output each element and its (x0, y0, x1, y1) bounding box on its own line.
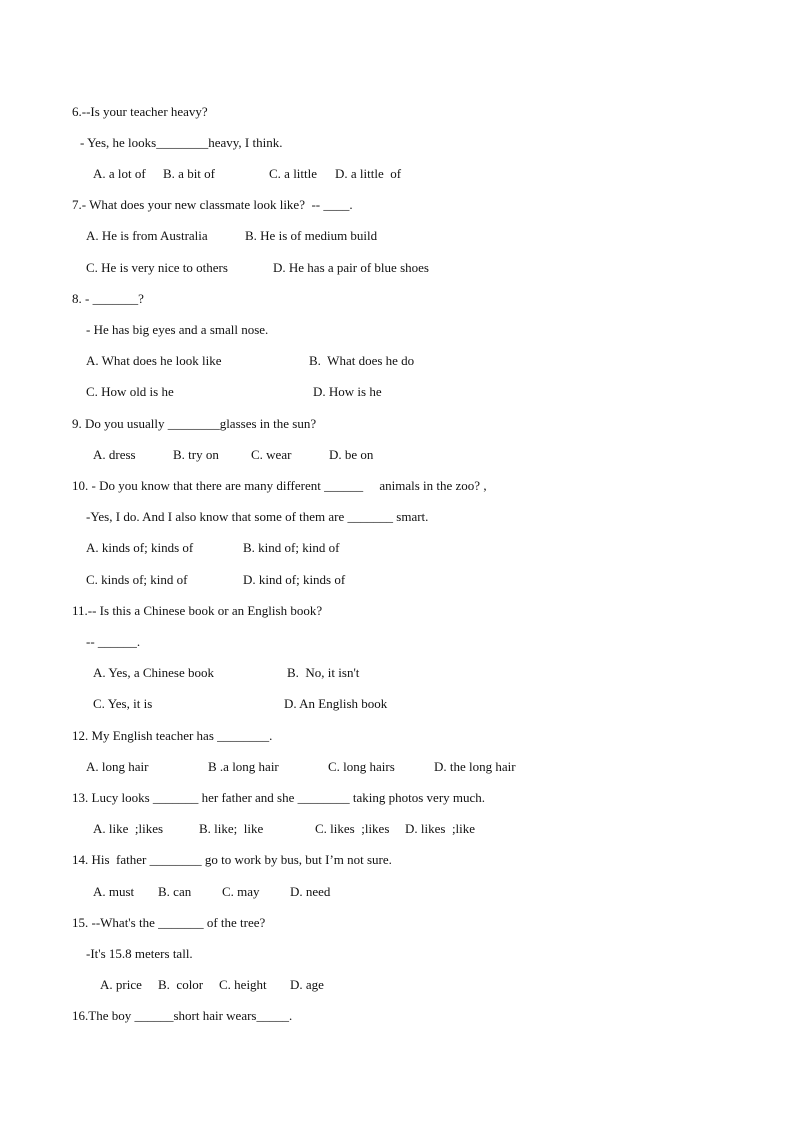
question-13-option-d: D. likes ;like (405, 821, 476, 836)
question-13-option-a: A. like ;likes (93, 821, 164, 836)
question-7-option-a: A. He is from Australia (86, 228, 208, 243)
question-11-stem: 11.-- Is this a Chinese book or an English book? (72, 603, 323, 618)
question-9-option-a: A. dress (93, 447, 136, 462)
question-10-line-1: -Yes, I do. And I also know that some of them are _______ smart. (86, 509, 429, 524)
question-6-stem: 6.--Is your teacher heavy? (72, 104, 208, 119)
question-11-line-1: -- ______. (86, 634, 141, 649)
question-8-option-d: D. How is he (313, 384, 382, 399)
question-8-line-1: - He has big eyes and a small nose. (86, 322, 269, 337)
question-10-option-a: A. kinds of; kinds of (86, 540, 194, 555)
question-12-option-c: C. long hairs (328, 759, 395, 774)
question-16-stem: 16.The boy ______short hair wears_____. (72, 1008, 293, 1023)
question-12-stem: 12. My English teacher has ________. (72, 728, 273, 743)
question-9-option-d: D. be on (329, 447, 374, 462)
question-11-option-b: B. No, it isn't (287, 665, 360, 680)
question-10-option-d: D. kind of; kinds of (243, 572, 346, 587)
question-12-option-d: D. the long hair (434, 759, 516, 774)
question-9-stem: 9. Do you usually ________glasses in the sun? (72, 416, 317, 431)
question-14-option-b: B. can (158, 884, 192, 899)
question-6-option-d: D. a little of (335, 166, 402, 181)
question-8-option-b: B. What does he do (309, 353, 415, 368)
question-6-line-1: - Yes, he looks________heavy, I think. (80, 135, 283, 150)
question-10-option-c: C. kinds of; kind of (86, 572, 188, 587)
question-9-option-c: C. wear (251, 447, 292, 462)
question-14-option-d: D. need (290, 884, 331, 899)
question-10-stem: 10. - Do you know that there are many different ______ animals in the zoo? , (72, 478, 487, 493)
question-7-option-b: B. He is of medium build (245, 228, 378, 243)
question-15-stem: 15. --What's the _______ of the tree? (72, 915, 266, 930)
question-9-option-b: B. try on (173, 447, 219, 462)
question-10-option-b: B. kind of; kind of (243, 540, 340, 555)
question-11-option-c: C. Yes, it is (93, 696, 153, 711)
question-7-option-c: C. He is very nice to others (86, 260, 228, 275)
question-15-line-1: -It's 15.8 meters tall. (86, 946, 193, 961)
question-6-option-a: A. a lot of (93, 166, 146, 181)
question-8-stem: 8. - _______? (72, 291, 144, 306)
question-14-option-a: A. must (93, 884, 135, 899)
question-6-option-b: B. a bit of (163, 166, 215, 181)
question-11-option-a: A. Yes, a Chinese book (93, 665, 214, 680)
question-12-option-a: A. long hair (86, 759, 149, 774)
question-13-option-b: B. like; like (199, 821, 264, 836)
question-14-stem: 14. His father ________ go to work by bus, but I’m not sure. (72, 852, 392, 867)
question-11-option-d: D. An English book (284, 696, 388, 711)
question-6-option-c: C. a little (269, 166, 318, 181)
question-13-stem: 13. Lucy looks _______ her father and she ________ taking photos very much. (72, 790, 486, 805)
question-8-option-c: C. How old is he (86, 384, 174, 399)
question-13-option-c: C. likes ;likes (315, 821, 390, 836)
question-15-option-b: B. color (158, 977, 204, 992)
question-7-option-d: D. He has a pair of blue shoes (273, 260, 429, 275)
question-8-option-a: A. What does he look like (86, 353, 222, 368)
question-14-option-c: C. may (222, 884, 260, 899)
question-15-option-c: C. height (219, 977, 267, 992)
question-15-option-a: A. price (100, 977, 142, 992)
question-15-option-d: D. age (290, 977, 324, 992)
question-7-stem: 7.- What does your new classmate look like? -- ____. (72, 197, 353, 212)
question-12-option-b: B .a long hair (208, 759, 279, 774)
